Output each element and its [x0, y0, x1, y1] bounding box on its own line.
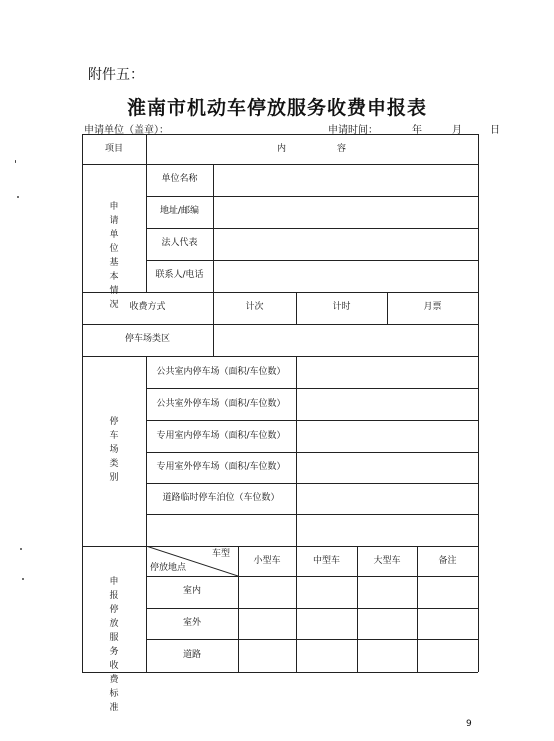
label-char: 车	[109, 431, 119, 441]
fee-option-monthly: 月票	[423, 302, 442, 312]
row-divider	[146, 452, 478, 453]
basic-info-label	[107, 200, 121, 312]
scan-speck	[17, 196, 19, 198]
lot-type-label	[107, 415, 121, 485]
header-content-1: 内	[277, 144, 287, 154]
field-label-unit-name: 单位名称	[161, 174, 198, 184]
page-number: 9	[466, 719, 472, 729]
lot-type-public-indoor: 公共室内停车场（面积/车位数）	[156, 367, 286, 377]
label-char: 申请	[109, 202, 119, 226]
row-indoor: 室内	[182, 586, 201, 596]
field-label-contact: 联系人/电话	[155, 270, 204, 280]
label-char: 场	[109, 445, 119, 455]
application-form-table	[82, 134, 478, 713]
table-border-bottom	[82, 672, 478, 673]
header-content-2: 容	[337, 144, 347, 154]
month-label: 月	[452, 125, 462, 136]
diag-vehicle-type: 车型	[212, 549, 231, 559]
label-char: 收费	[109, 661, 119, 685]
row-divider	[146, 196, 478, 197]
row-divider	[82, 324, 478, 325]
scan-speck	[20, 548, 22, 550]
label-char: 服务	[109, 633, 119, 657]
row-divider	[146, 514, 478, 515]
year-label: 年	[412, 125, 422, 136]
label-char: 别	[109, 473, 119, 483]
label-char: 情况	[109, 286, 119, 310]
row-divider	[146, 608, 478, 609]
fee-option-hourly: 计时	[332, 302, 351, 312]
row-divider	[146, 260, 478, 261]
label-char: 单位	[109, 230, 119, 254]
label-char: 标准	[109, 689, 119, 713]
row-divider	[146, 388, 478, 389]
lot-type-roadside: 道路临时停车泊位（车位数）	[162, 493, 280, 503]
label-char: 申报	[109, 577, 119, 601]
col-large-car: 大型车	[373, 556, 401, 566]
header-item: 项目	[104, 144, 123, 154]
row-divider	[146, 483, 478, 484]
applicant-unit-label: 申请单位（盖章）：	[84, 125, 169, 136]
table-border-right	[478, 134, 479, 672]
label-char: 基本	[109, 258, 119, 282]
diag-parking-location: 停放地点	[150, 563, 187, 573]
col-divider	[296, 356, 297, 546]
row-divider	[146, 228, 478, 229]
fee-option-per-visit: 计次	[245, 302, 264, 312]
scan-speck	[15, 160, 16, 163]
row-road: 道路	[182, 650, 201, 660]
table-border-top	[82, 134, 478, 135]
scan-speck	[22, 578, 24, 580]
fee-method-label: 收费方式	[129, 302, 166, 312]
day-label: 日	[490, 125, 500, 136]
row-divider	[146, 420, 478, 421]
fee-standard-label	[107, 575, 121, 715]
row-divider	[82, 164, 478, 165]
field-label-legal-rep: 法人代表	[161, 238, 198, 248]
lot-class-label: 停车场类区	[124, 334, 170, 344]
apply-time-label: 申请时间：	[328, 125, 378, 136]
col-small-car: 小型车	[253, 556, 281, 566]
col-divider	[213, 164, 214, 292]
row-divider	[82, 546, 478, 547]
row-divider	[146, 639, 478, 640]
field-label-address: 地址/邮编	[159, 206, 200, 216]
form-title: 淮南市机动车停放服务收费申报表	[126, 97, 427, 119]
label-char: 停	[109, 417, 119, 427]
row-outdoor: 室外	[182, 618, 201, 628]
annex-label: 附件五：	[88, 67, 144, 83]
label-char: 停放	[109, 605, 119, 629]
row-divider	[82, 356, 478, 357]
col-remarks: 备注	[438, 556, 457, 566]
row-divider	[82, 292, 478, 293]
label-char: 类	[109, 459, 119, 469]
lot-type-private-outdoor: 专用室外停车场（面积/车位数）	[156, 462, 286, 472]
col-divider	[146, 356, 147, 546]
lot-type-private-indoor: 专用室内停车场（面积/车位数）	[156, 431, 286, 441]
lot-type-public-outdoor: 公共室外停车场（面积/车位数）	[156, 399, 286, 409]
row-divider	[146, 576, 478, 577]
table-border-left	[82, 134, 83, 672]
col-medium-car: 中型车	[312, 556, 340, 566]
